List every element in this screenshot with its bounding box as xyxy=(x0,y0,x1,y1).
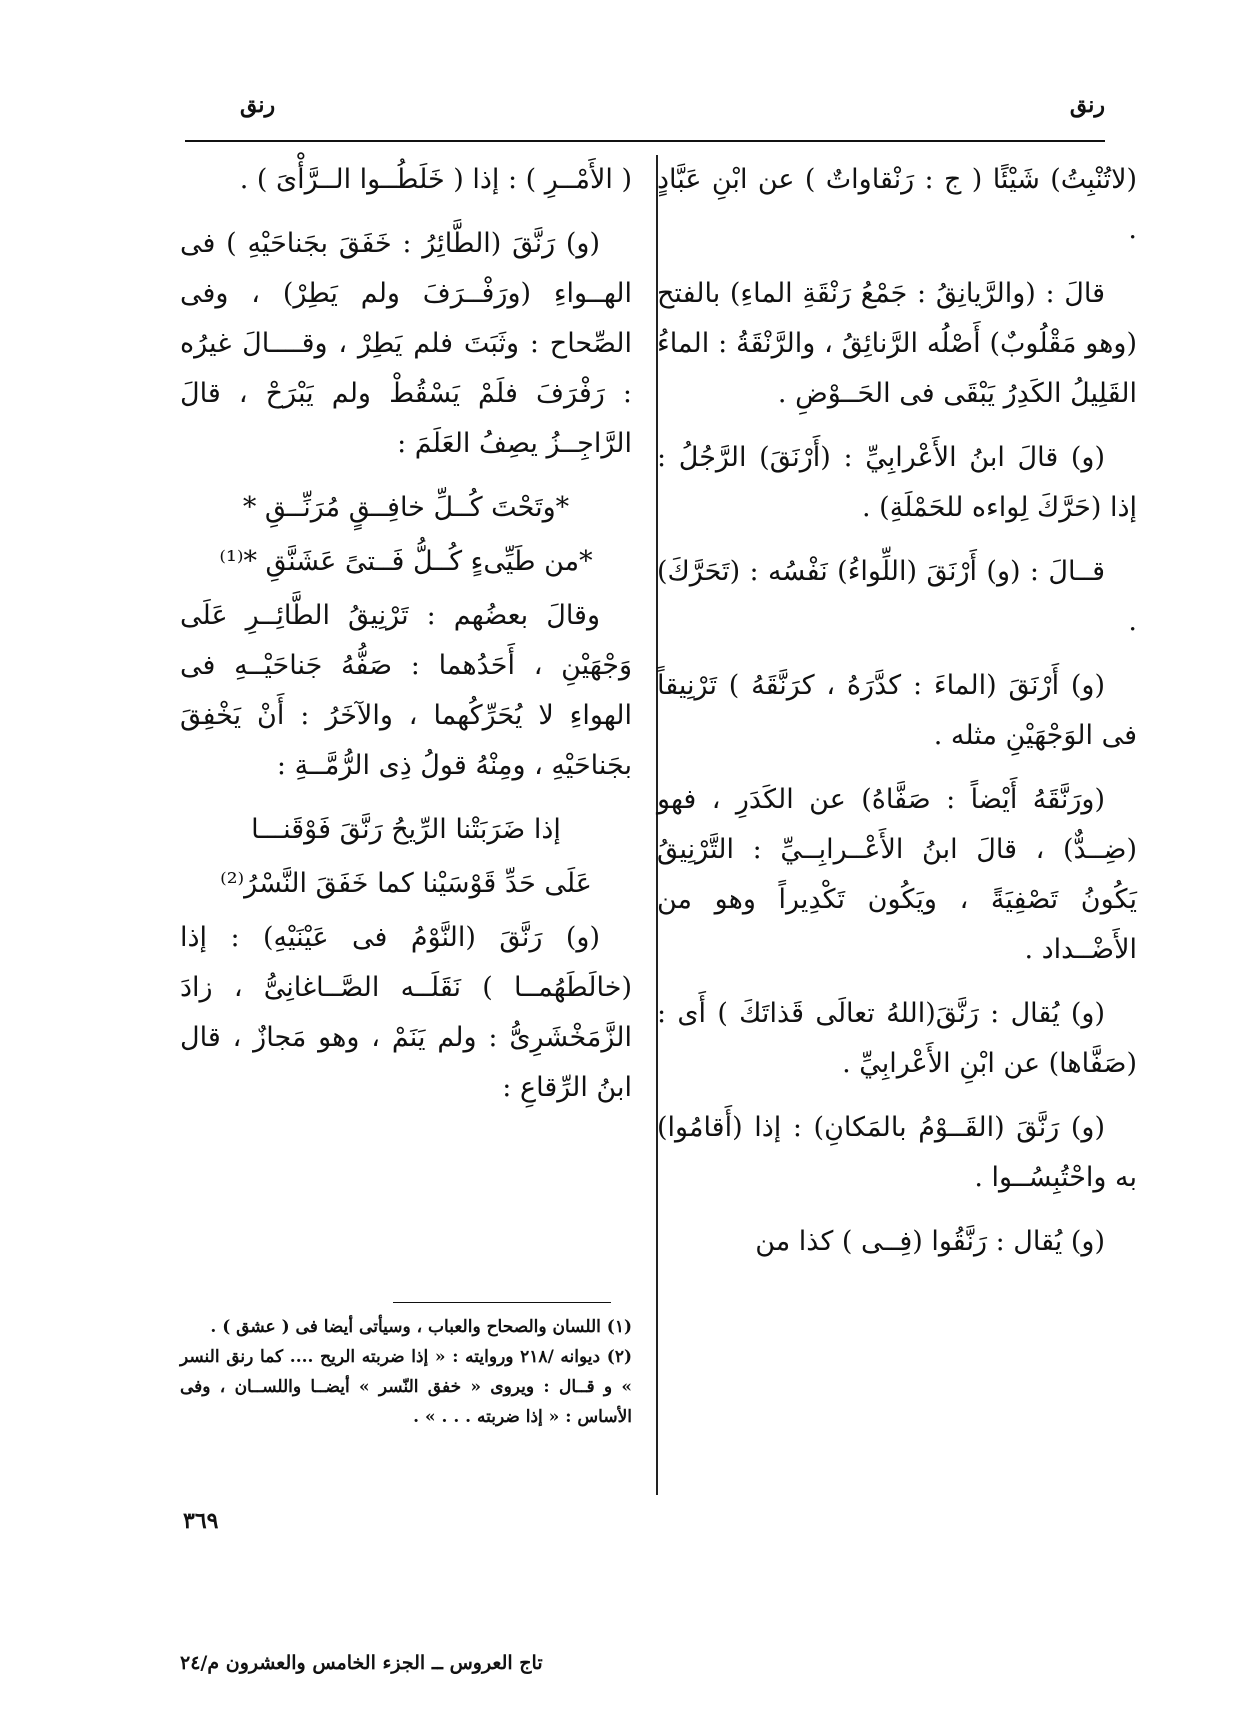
entry-paragraph: (و) أَرْنَقَ (الماءَ : كدَّرَهُ ، كرَنَّقَهُ ) تَرْنِيقاً فى الوَجْهَيْنِ مثله . xyxy=(657,670,1137,751)
left-column xyxy=(180,155,632,1127)
footnotes xyxy=(180,1312,632,1432)
entry-paragraph: (و) رَنَّقَ (القَــوْمُ بالمَكانِ) : إذا (أَقامُوا) به واحْتُبِسُــوا . xyxy=(657,1112,1137,1193)
entry-paragraph: قالَ : (والرَّيانِقُ : جَمْعُ رَنْقَةِ الماءِ) بالفتح (وهو مَقْلُوبٌ) أَصْلُه الرَّنائِقُ ، والرَّنْقَةُ : الماءُ القَلِيلُ الكَدِرُ يَبْقَى فى الحَــوْضِ . xyxy=(657,278,1137,409)
right-column xyxy=(657,155,1137,1281)
entry-paragraph: (ورَنَّقَهُ أَيْضاً : صَفَّاهُ) عن الكَدَرِ ، فهو (ضِــدٌّ) ، قالَ ابنُ الأَعْــرابِــيِّ : التَّرْنِيقُ يَكُونُ تَصْفِيَةً ، ويَكُون تَكْدِيراً وهو من الأَضْــداد . xyxy=(657,784,1137,965)
entry-paragraph: (و) يُقال : رَنَّقَ(اللهُ تعالَى قَذاتَكَ ) أَى : (صَفَّاها) عن ابْنِ الأَعْرابِيِّ . xyxy=(657,998,1137,1079)
footnote-rule xyxy=(393,1302,611,1303)
entry-paragraph: (و) رَنَّقَ (الطَّائِرُ : خَفَقَ بجَناحَيْهِ ) فى الهــواءِ (ورَفْــرَفَ ولم يَطِرْ) ، وفى الصِّحاح : وثَبَتَ فلم يَطِرْ ، وقــــالَ غيرُه : رَفْرَفَ فلَمْ يَسْقُطْ ولم يَبْرَحْ ، قالَ الرَّاجِــزُ يصِفُ العَلَمَ : xyxy=(180,228,632,459)
entry-paragraph: وقالَ بعضُهم : تَرْنِيقُ الطَّائِــرِ عَلَى وَجْهَيْنِ ، أَحَدُهما : صَفُّهُ جَناحَيْــهِ فى الهواءِ لا يُحَرِّكُهما ، والآخَرُ : أَنْ يَخْفِقَ بجَناحَيْهِ ، ومِنْهُ قولُ ذِى الرُّمَّــةِ : xyxy=(180,600,632,781)
verse-line: عَلَى حَدِّ قَوْسَيْنا كما خَفَقَ النَّسْرُ⁽²⁾ xyxy=(220,868,592,899)
entry-paragraph: ( الأَمْــرِ ) : إذا ( خَلَطُــوا الــرَّأْىَ ) . xyxy=(239,164,632,195)
volume-signature: تاج العروس ــ الجزء الخامس والعشرون م/٢٤ xyxy=(180,1652,543,1674)
running-head-left: رنق xyxy=(240,92,276,118)
verse-line: إذا ضَرَبَتْنا الرِّيحُ رَنَّقَ فَوْقَنـــا xyxy=(251,814,561,845)
entry-paragraph: (و) قالَ ابنُ الأَعْرابِيِّ : (أَرْنَقَ) الرَّجُلُ : إذا (حَرَّكَ لِواءه للحَمْلَةِ) . xyxy=(657,442,1137,523)
page-number: ٣٦٩ xyxy=(183,1508,219,1534)
entry-paragraph: (و) يُقال : رَنَّقُوا (فِــى ) كذا من xyxy=(755,1226,1105,1257)
entry-paragraph: (لاتُنْبِتُ) شَيْئًا ( ج : رَنْقاواتٌ ) عن ابْنِ عَبَّادٍ . xyxy=(657,164,1137,245)
header-rule xyxy=(185,140,1105,142)
verse-line: *وتَحْتَ كُــلِّ خافِــقٍ مُرَنِّــقِ * xyxy=(242,492,570,523)
verse-line: *من طَيِّىءٍ كُــلُّ فَــتىً عَشَنَّقِ *⁽¹⁾ xyxy=(219,546,593,577)
entry-paragraph: قــالَ : (و) أَرْنَقَ (اللِّواءُ) نَفْسُه : (تَحَرَّكَ) . xyxy=(657,556,1137,637)
footnote: (١) اللسان والصحاح والعباب ، وسيأتى أيضا فى ( عشق ) . xyxy=(210,1317,632,1337)
entry-paragraph: (و) رَنَّقَ (النَّوْمُ فى عَيْنَيْهِ) : إذا (خالَطَهُمــا ) نَقَلَــه الصَّــاغانِىُّ ، زادَ الزَّمَخْشَرِىُّ : ولم يَنَمْ ، وهو مَجازٌ ، قال ابنُ الرِّقاعِ : xyxy=(180,922,632,1103)
footnote: (٢) ديوانه /٢١٨ وروايته : « إذا ضربته الريح .... كما رنق النسر » و قــال : ويروى « خفق النّسر » أيضــا واللســان ، وفى الأساس : « إذا ضربته . . . » . xyxy=(180,1347,632,1427)
running-head-right: رنق xyxy=(1069,92,1105,118)
